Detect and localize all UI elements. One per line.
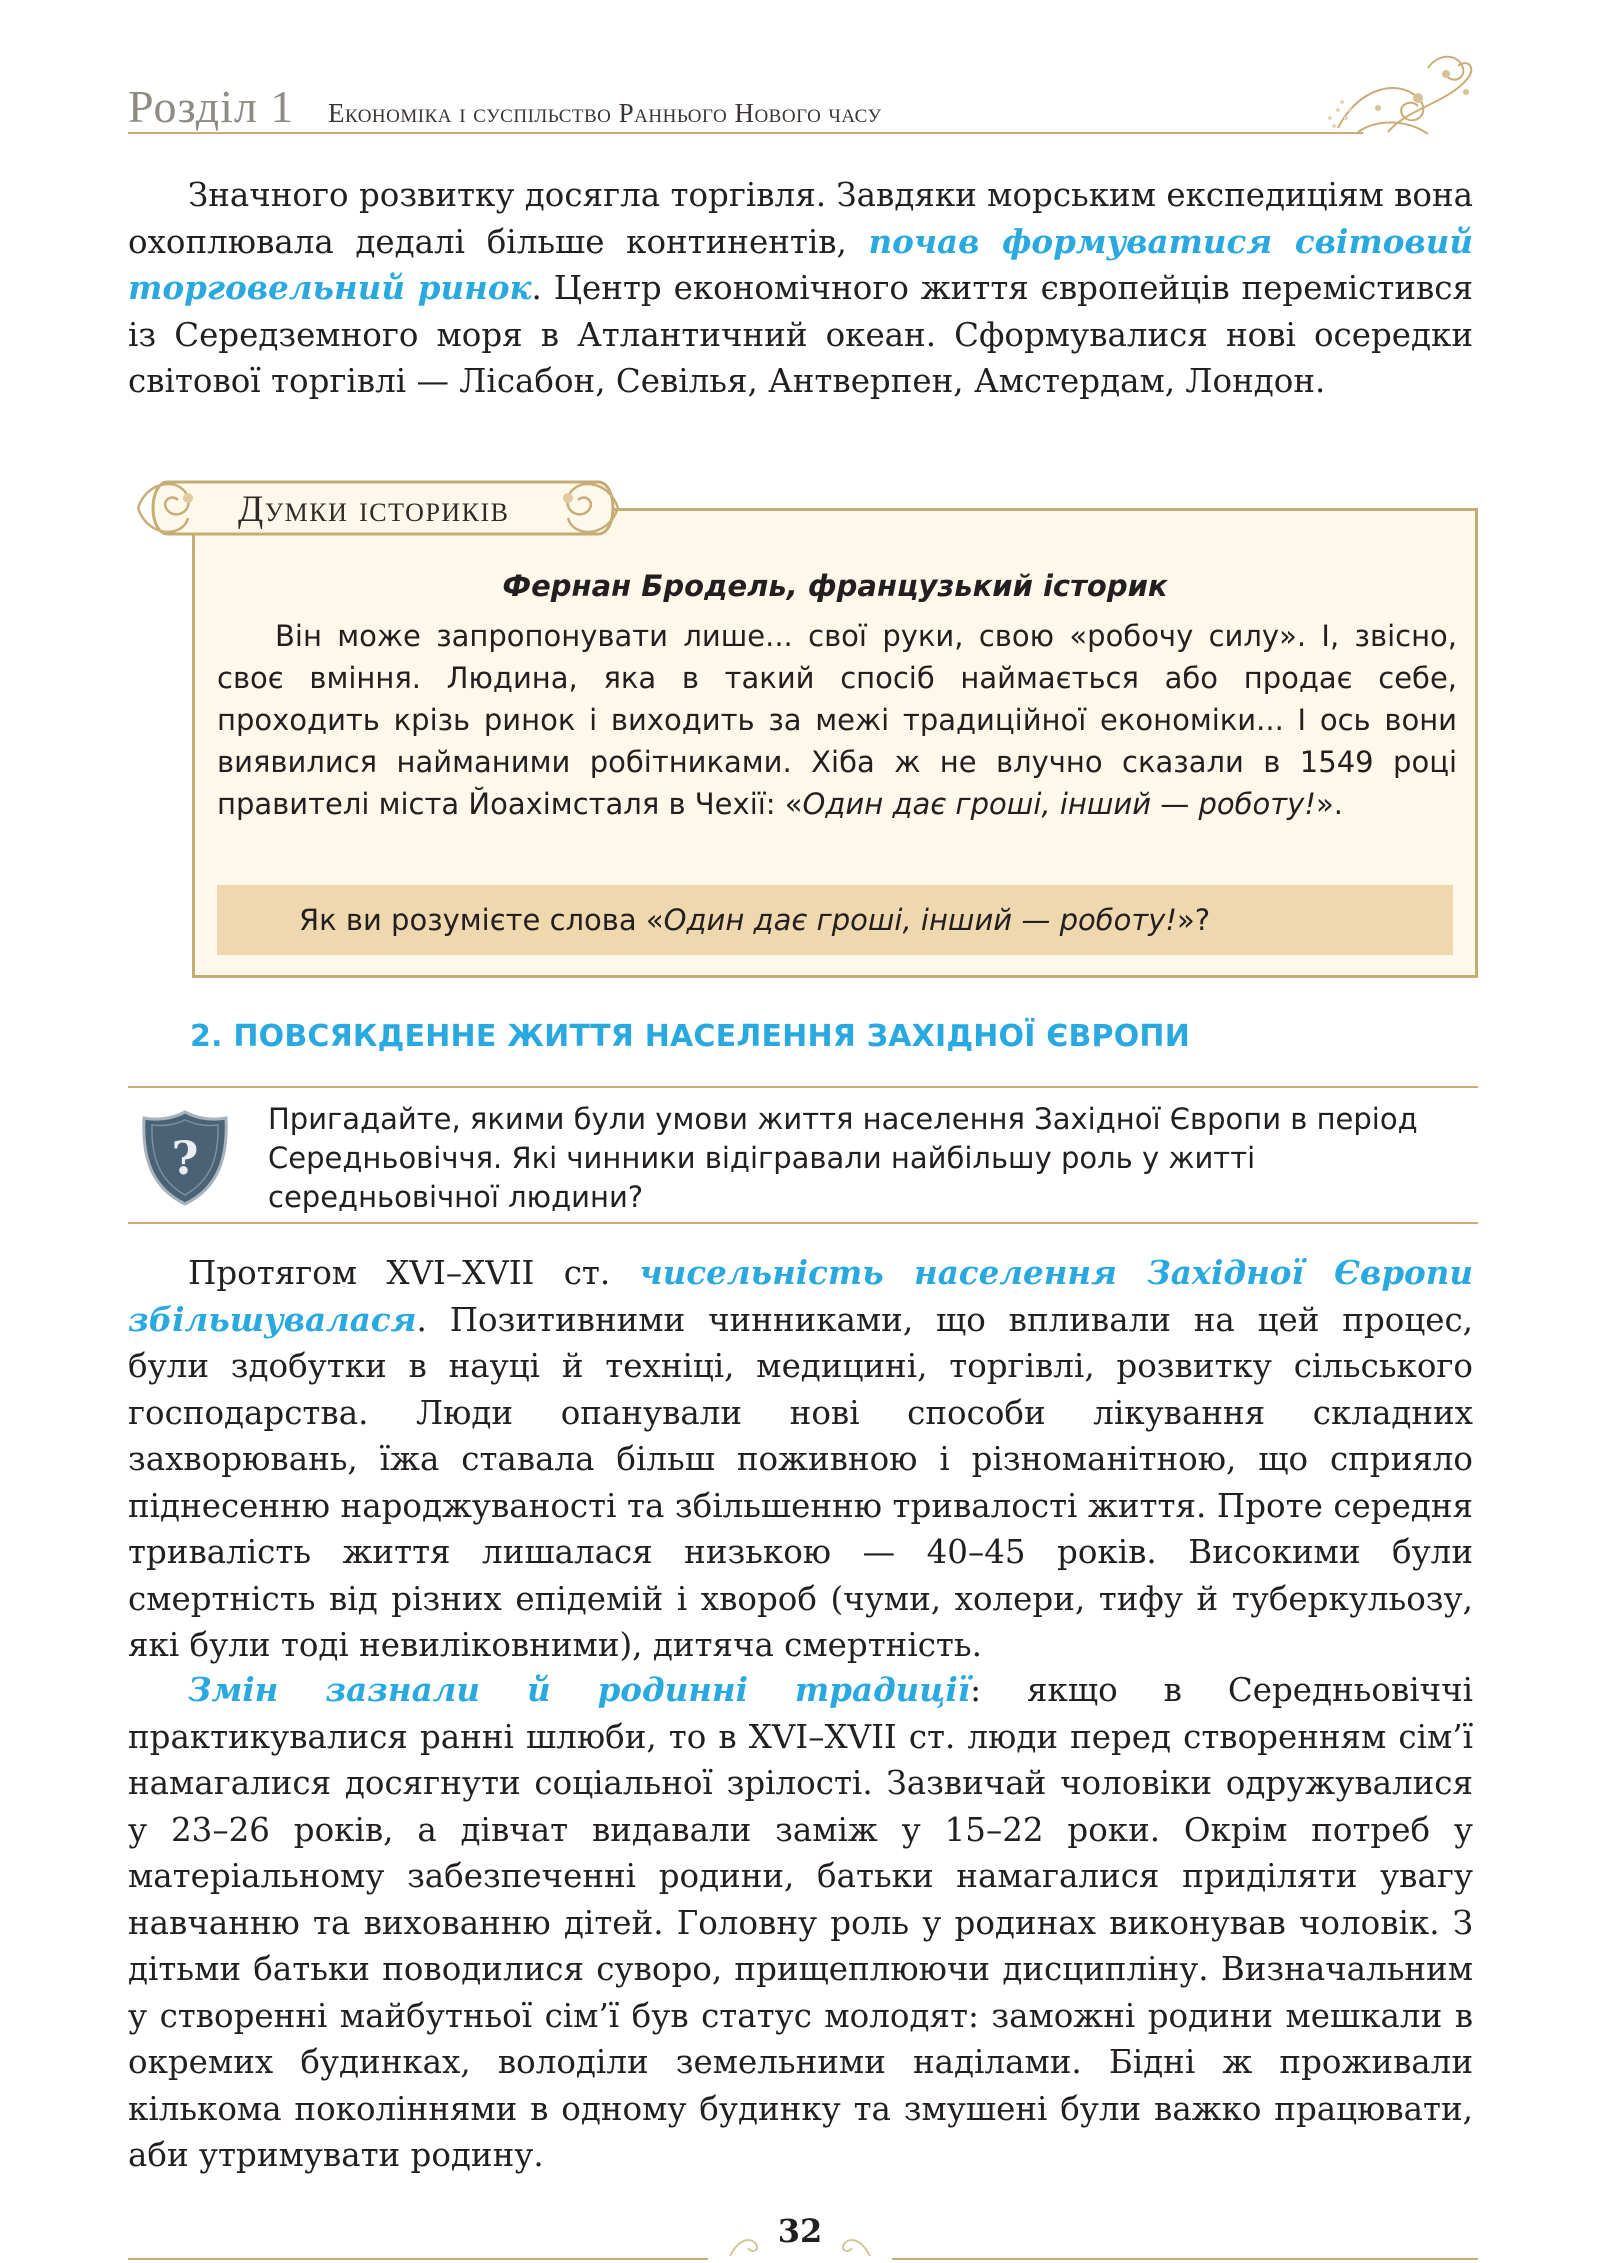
- historians-box: [192, 508, 1478, 978]
- population-text-rest: . Позитивними чинниками, що впливали на цей процес, були здобутки в науці й техніці, медицині, торгівлі, розвитку сільського господарства. Люди опанували нові способи лікування складних захворювань, їжа ставала більш поживною і різноманітною, що сприяло піднесенню народжуваності та збільшенню тривалості життя. Проте середня тривалість життя лишалася низькою — 40–45 років. Високими були смертність від різних епідемій і хвороб (чуми, холери, тифу й туберкульозу, які були тоді невиліковними), дитяча смертність.: [128, 1300, 1473, 1664]
- floral-ornament-icon: [1318, 48, 1483, 148]
- historian-question: [217, 885, 1453, 955]
- intro-text-start: Значного розвитку досягла торгівля. Завдяки морським експедиціям вона охоплювала дедалі більше континентів,: [128, 176, 1473, 261]
- question-start: Як ви розумієте слова «: [299, 903, 664, 937]
- page-number: 32: [777, 2212, 823, 2250]
- intro-highlight: почав формуватися світовий торговельний ринок: [128, 221, 1473, 307]
- recall-rule-bottom: [128, 1222, 1478, 1224]
- population-text-start: Протягом XVI–XVII ст.: [188, 1254, 640, 1292]
- question-end: »?: [1177, 903, 1211, 937]
- intro-paragraph: [128, 172, 1473, 405]
- historians-label-banner: [128, 468, 628, 548]
- historian-quote-phrase: Один дає гроші, інший — роботу!: [802, 787, 1316, 821]
- historian-quote-text: [217, 615, 1457, 825]
- historians-label: Думки істориків: [238, 489, 510, 530]
- intro-text-end: . Центр економічного життя європейців перемістився із Середземного моря в Атлантичний океан. Сформувалися нові осередки світової торгівлі — Лісабон, Севілья, Антверпен, Амстердам, Лондон.: [128, 269, 1473, 400]
- question-phrase: Один дає гроші, інший — роботу!: [663, 903, 1178, 937]
- section-heading: 2. ПОВСЯКДЕННЕ ЖИТТЯ НАСЕЛЕННЯ ЗАХІДНОЇ ЄВРОПИ: [190, 1019, 1191, 1054]
- population-highlight: чисельність населення Західної Європи збільшувалася: [128, 1253, 1473, 1339]
- historian-quote-end: ».: [1315, 787, 1343, 821]
- family-highlight: Змін зазнали й родинні традиції: [188, 1670, 971, 1709]
- page-header: [128, 70, 1473, 140]
- recall-rule-top: [128, 1086, 1478, 1088]
- family-text-rest: : якщо в Середньовіччі практикувалися ранні шлюби, то в XVI–XVII ст. люди перед створенням сім’ї намагалися досягнути соціальної зрілості. Зазвичай чоловіки одружувалися у 23–26 років, а дівчат видавали заміж у 15–22 роки. Окрім потреб у матеріальному забезпеченні родини, батьки намагалися приділяти увагу навчанню та вихованню дітей. Головну роль у родинах виконував чоловік. З дітьми батьки поводилися суворо, прищеплюючи дисципліну. Визначальним у створенні майбутньої сім’ї був статус молодят: заможні родини мешкали в окремих будинках, володіли земельними наділами. Бідні ж проживали кількома поколіннями в одному будинку та змушені були важко працювати, аби утримувати родину.: [128, 1671, 1474, 2174]
- footer-rule-left: [128, 2258, 708, 2260]
- chapter-label: Розділ 1: [128, 81, 295, 132]
- svg-text:?: ?: [171, 1131, 199, 1185]
- historian-quote-main: Він може запропонувати лише... свої руки, свою «робочу силу». І, звісно, своє вміння. Людина, яка в такий спосіб наймається або продає себе, проходить крізь ринок і виходить за межі традиційної економіки... І ось вони виявилися найманими робітниками. Хіба ж не влучно сказали в 1549 році правителі міста Йоахімсталя в Чехії: «: [217, 619, 1457, 821]
- population-paragraph: [128, 1250, 1473, 1669]
- footer-rule-right: [892, 2258, 1478, 2260]
- header-rule: [128, 132, 1363, 134]
- recall-text: Пригадайте, якими були умови життя населення Західної Європи в період Середньовіччя. Які чинники відігравали найбільшу роль у житті середньовічної людини?: [268, 1102, 1418, 1214]
- chapter-title: Економіка і суспільство Раннього Нового часу: [328, 98, 882, 128]
- historian-author: Фернан Бродель, французький історик: [502, 569, 1168, 603]
- family-paragraph: [128, 1667, 1473, 2179]
- question-shield-icon: [140, 1108, 230, 1208]
